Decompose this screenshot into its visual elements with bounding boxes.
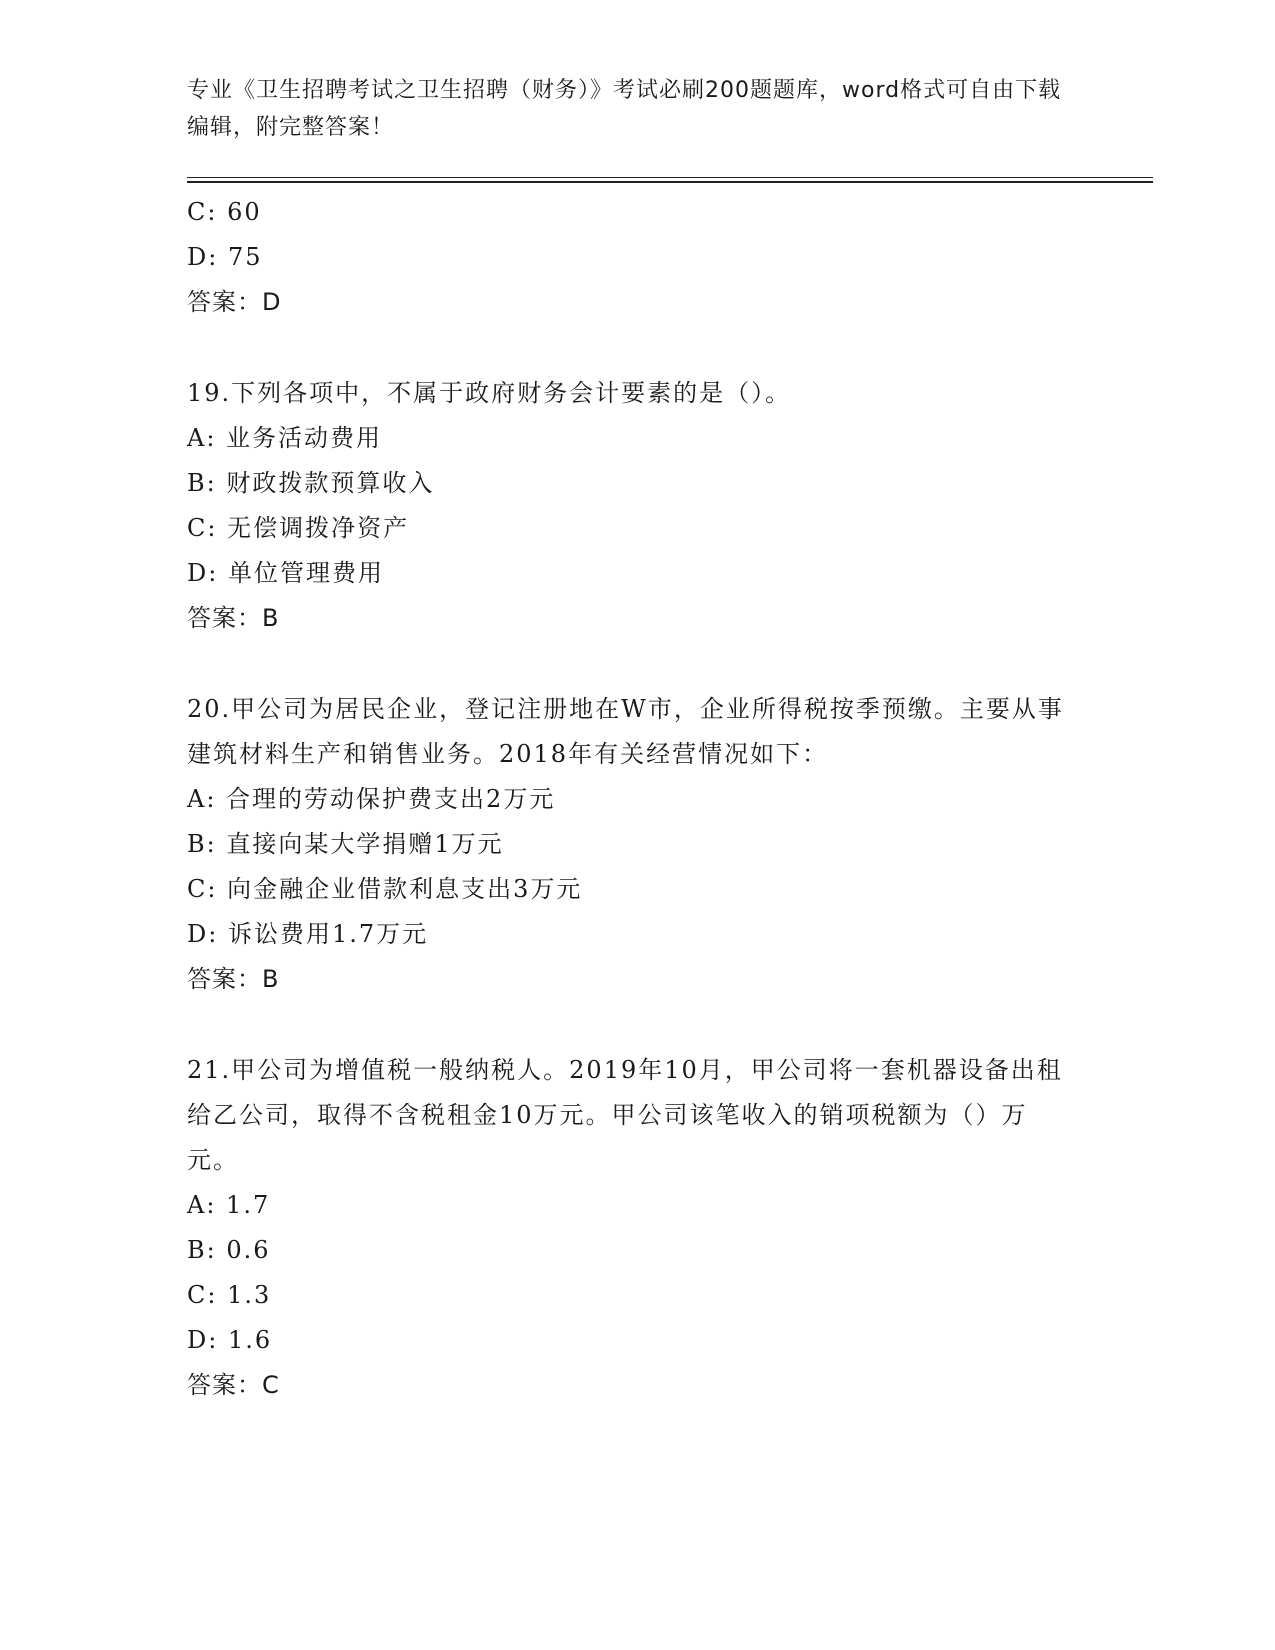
header-rule-thick bbox=[187, 181, 1153, 183]
question-stem: 20.甲公司为居民企业，登记注册地在W市，企业所得税按季预缴。主要从事建筑材料生产和销售业务。2018年有关经营情况如下： bbox=[187, 695, 1064, 768]
option-c: C: 向金融企业借款利息支出3万元 bbox=[187, 875, 583, 903]
question-block bbox=[187, 371, 1087, 641]
question-stem: 19.下列各项中，不属于政府财务会计要素的是（）。 bbox=[187, 379, 792, 407]
option-d: D: 诉讼费用1.7万元 bbox=[187, 920, 429, 948]
question-block bbox=[187, 190, 1087, 325]
option-a: A: 1.7 bbox=[187, 1191, 271, 1219]
option-b: B: 直接向某大学捐赠1万元 bbox=[187, 830, 504, 858]
answer-line: 答案：B bbox=[187, 965, 280, 993]
question-stem: 21.甲公司为增值税一般纳税人。2019年10月，甲公司将一套机器设备出租给乙公司，取得不含税租金10万元。甲公司该笔收入的销项税额为（）万元。 bbox=[187, 1056, 1063, 1174]
option-b: B: 财政拨款预算收入 bbox=[187, 469, 435, 497]
option-d: D: 1.6 bbox=[187, 1326, 273, 1354]
answer-line: 答案：B bbox=[187, 604, 280, 632]
option-c: C: 60 bbox=[187, 198, 262, 226]
option-c: C: 1.3 bbox=[187, 1281, 272, 1309]
question-list bbox=[187, 190, 1087, 1408]
answer-line: 答案：D bbox=[187, 288, 282, 316]
option-d: D: 75 bbox=[187, 243, 263, 271]
answer-line: 答案：C bbox=[187, 1371, 280, 1399]
question-block bbox=[187, 687, 1087, 1002]
header-rule bbox=[187, 177, 1153, 178]
option-a: A: 业务活动费用 bbox=[187, 424, 383, 452]
option-c: C: 无偿调拨净资产 bbox=[187, 514, 410, 542]
option-a: A: 合理的劳动保护费支出2万元 bbox=[187, 785, 556, 813]
option-b: B: 0.6 bbox=[187, 1236, 271, 1264]
question-block bbox=[187, 1048, 1087, 1408]
document-header: 专业《卫生招聘考试之卫生招聘（财务）》考试必刷200题题库，word格式可自由下载编辑，附完整答案！ bbox=[187, 78, 1062, 140]
option-d: D: 单位管理费用 bbox=[187, 559, 384, 587]
